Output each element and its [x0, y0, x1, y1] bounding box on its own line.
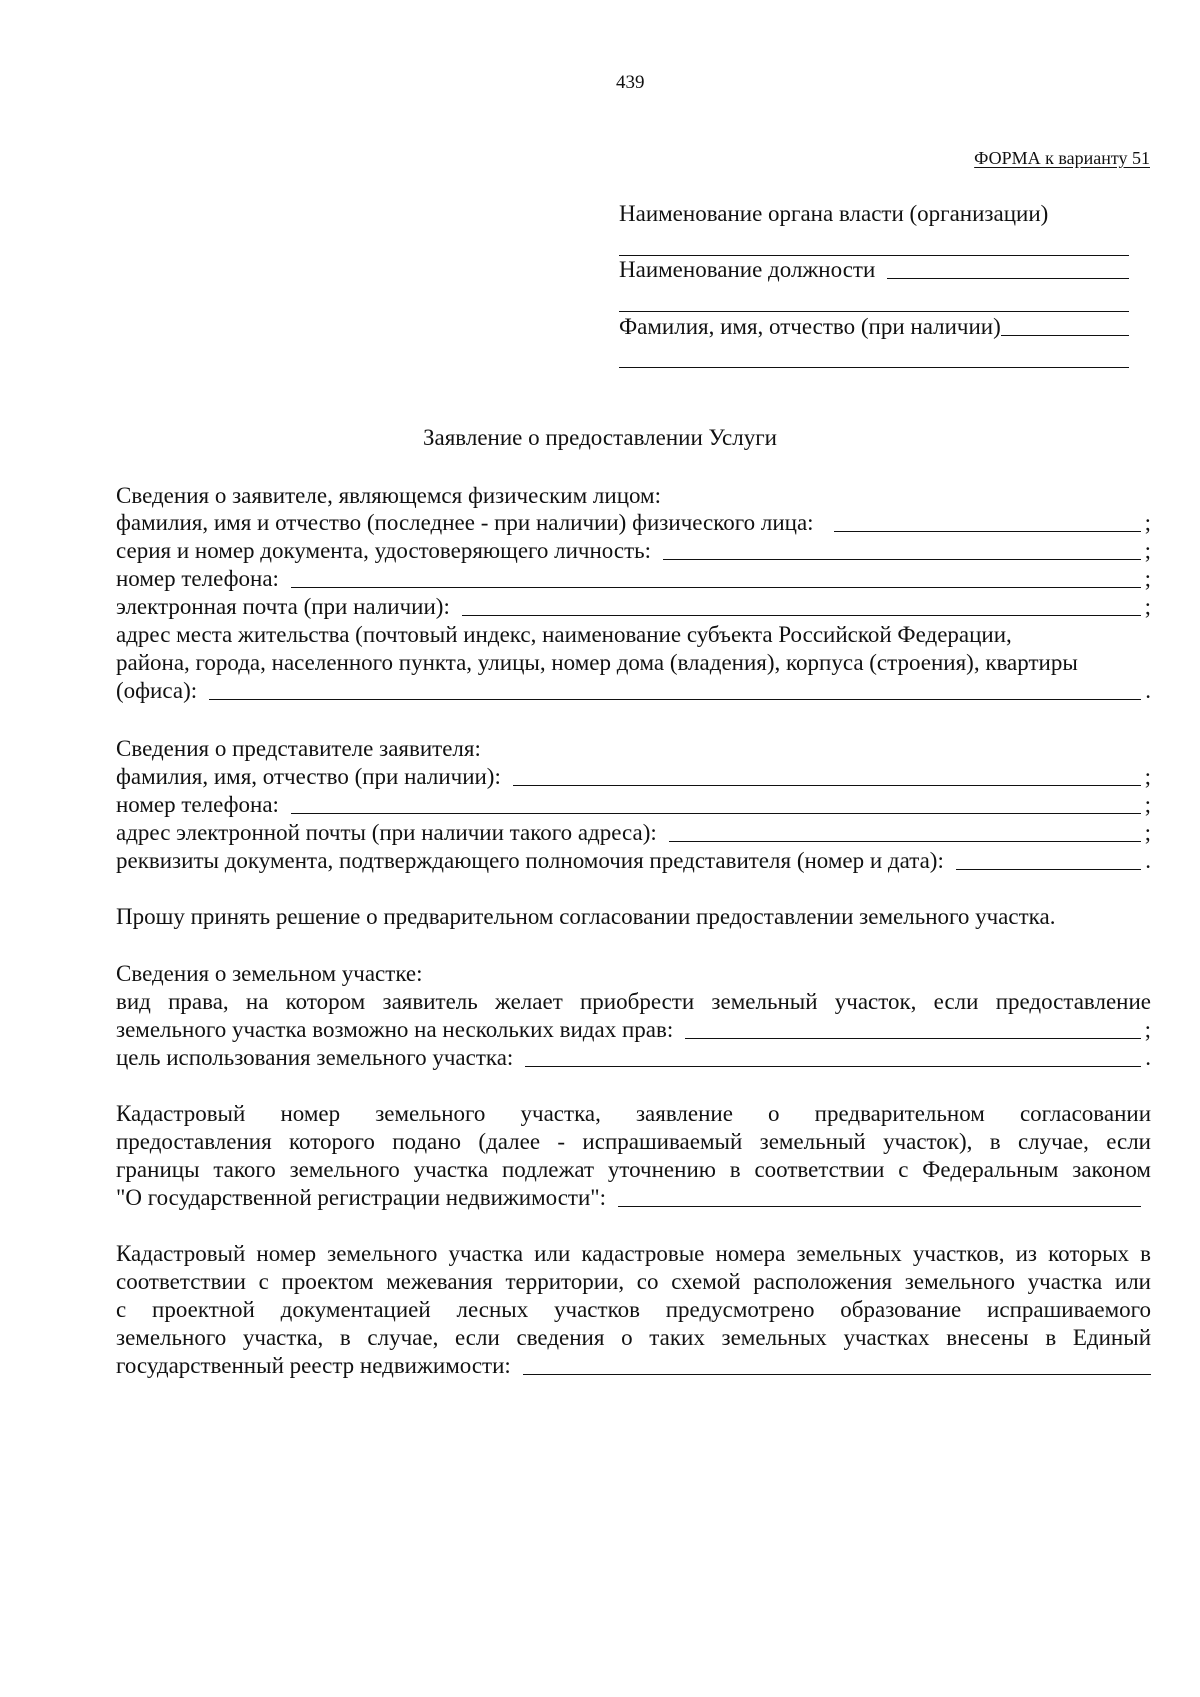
semicolon: ; — [1144, 820, 1151, 845]
source-label: государственный реестр недвижимости: — [116, 1353, 511, 1378]
organ-label: Наименование органа власти (организации) — [619, 201, 1049, 226]
representative-doc-label: реквизиты документа, подтверждающего полномочия представителя (номер и дата): — [116, 848, 944, 873]
applicant-heading: Сведения о заявителе, являющемся физическим лицом: — [116, 483, 662, 508]
applicant-doc-label: серия и номер документа, удостоверяющего личность: — [116, 538, 652, 563]
source-line — [523, 1374, 1151, 1375]
applicant-address-row — [116, 677, 1151, 705]
representative-fio-row — [116, 763, 1151, 791]
representative-phone-row — [116, 791, 1151, 819]
applicant-doc-line — [663, 559, 1141, 560]
cadastral-line-1: Кадастровый номер земельного участка, заявление о предварительном согласовании — [116, 1101, 1151, 1126]
land-purpose-row — [116, 1044, 1151, 1072]
land-right-label: земельного участка возможно на нескольких видах прав: — [116, 1017, 674, 1042]
land-heading: Сведения о земельном участке: — [116, 961, 423, 986]
representative-doc-line — [956, 869, 1141, 870]
cadastral-row — [116, 1184, 1141, 1212]
semicolon: ; — [1144, 792, 1151, 817]
semicolon: ; — [1144, 764, 1151, 789]
semicolon: ; — [1144, 566, 1151, 591]
period: . — [1145, 678, 1151, 703]
applicant-address-line — [209, 699, 1141, 700]
representative-heading: Сведения о представителе заявителя: — [116, 736, 481, 761]
source-line-1: Кадастровый номер земельного участка или кадастровые номера земельных участков, из которых в — [116, 1241, 1151, 1266]
fio-label: Фамилия, имя, отчество (при наличии) — [619, 314, 1001, 339]
representative-phone-line — [291, 813, 1141, 814]
land-right-line — [685, 1038, 1140, 1039]
land-purpose-label: цель использования земельного участка: — [116, 1045, 514, 1070]
land-right-line-1: вид права, на котором заявитель желает приобрести земельный участок, если предоставление — [116, 989, 1151, 1014]
applicant-doc-row — [116, 537, 1151, 565]
fio-line — [1001, 335, 1129, 336]
position-label: Наименование должности — [619, 257, 876, 282]
applicant-fio-label: фамилия, имя и отчество (последнее - при наличии) физического лица: — [116, 510, 814, 535]
form-reference: ФОРМА к варианту 51 — [974, 148, 1150, 168]
source-line-3: с проектной документацией лесных участков предусмотрено образование испрашиваемого — [116, 1297, 1151, 1322]
representative-doc-row — [116, 847, 1151, 875]
applicant-email-row — [116, 593, 1151, 621]
applicant-fio-line — [834, 531, 1141, 532]
semicolon: ; — [1144, 510, 1151, 535]
request-text: Прошу принять решение о предварительном согласовании предоставлении земельного участка. — [116, 904, 1056, 929]
representative-phone-label: номер телефона: — [116, 792, 279, 817]
representative-fio-label: фамилия, имя, отчество (при наличии): — [116, 764, 501, 789]
position-line-2 — [619, 311, 1129, 312]
semicolon: ; — [1144, 1017, 1151, 1042]
applicant-address-label: (офиса): — [116, 678, 198, 703]
applicant-phone-label: номер телефона: — [116, 566, 279, 591]
applicant-phone-row — [116, 565, 1151, 593]
period: . — [1145, 848, 1151, 873]
period: . — [1145, 1045, 1151, 1070]
cadastral-line — [618, 1206, 1141, 1207]
applicant-address-line-2: района, города, населенного пункта, улицы, номер дома (владения), корпуса (строения), квартиры — [116, 650, 1078, 675]
page-number: 439 — [616, 72, 645, 93]
source-line-2: соответствии с проектом межевания территории, со схемой расположения земельного участка или — [116, 1269, 1151, 1294]
applicant-email-line — [462, 615, 1141, 616]
applicant-fio-row — [116, 509, 1151, 537]
fio-row — [619, 313, 1129, 341]
applicant-phone-line — [291, 587, 1141, 588]
land-right-row — [116, 1016, 1151, 1044]
applicant-email-label: электронная почта (при наличии): — [116, 594, 450, 619]
semicolon: ; — [1144, 594, 1151, 619]
semicolon: ; — [1144, 538, 1151, 563]
fio-line-2 — [619, 367, 1129, 368]
cadastral-line-2: предоставления которого подано (далее - испрашиваемый земельный участок), в случае, если — [116, 1129, 1151, 1154]
position-row — [619, 256, 1129, 284]
representative-email-label: адрес электронной почты (при наличии такого адреса): — [116, 820, 657, 845]
source-line-4: земельного участка, в случае, если сведения о таких земельных участках внесены в Единый — [116, 1325, 1151, 1350]
source-row — [116, 1352, 1151, 1380]
cadastral-line-3: границы такого земельного участка подлежат уточнению в соответствии с Федеральным законом — [116, 1157, 1151, 1182]
representative-fio-line — [513, 785, 1141, 786]
page-title: Заявление о предоставлении Услуги — [423, 425, 777, 450]
representative-email-line — [669, 841, 1141, 842]
position-line — [887, 278, 1129, 279]
land-purpose-line — [525, 1066, 1141, 1067]
cadastral-label: "О государственной регистрации недвижимости": — [116, 1185, 607, 1210]
representative-email-row — [116, 819, 1151, 847]
applicant-address-line-1: адрес места жительства (почтовый индекс, наименование субъекта Российской Федерации, — [116, 622, 1012, 647]
